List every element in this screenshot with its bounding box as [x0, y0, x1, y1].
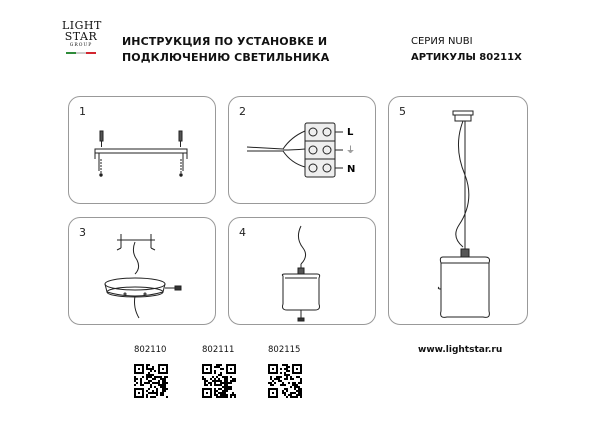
title-line-2: ПОДКЛЮЧЕНИЮ СВЕТИЛЬНИКА: [122, 51, 330, 64]
step-2-panel: [228, 96, 376, 204]
document-title: [122, 34, 329, 66]
article-numbers: АРТИКУЛЫ 80211X: [411, 52, 522, 63]
shade-assembly-illustration: [229, 218, 377, 326]
qr-code-icon[interactable]: [268, 364, 302, 398]
brand-logo: [62, 20, 100, 54]
code-802115: 802115: [268, 345, 301, 355]
terminal-label-n: N: [347, 164, 356, 175]
code-802110: 802110: [134, 345, 167, 355]
italian-flag-icon: [66, 52, 96, 54]
title-line-1: ИНСТРУКЦИЯ ПО УСТАНОВКЕ И: [122, 35, 328, 48]
step-number: 2: [239, 105, 246, 118]
qr-code-icon[interactable]: [202, 364, 236, 398]
step-3-panel: [68, 217, 216, 325]
ground-icon: ⏚: [346, 146, 356, 156]
terminal-block-illustration: [229, 97, 377, 205]
step-number: 3: [79, 226, 86, 239]
logo-line-3: GROUP: [69, 43, 93, 48]
mounting-bracket-illustration: [69, 97, 217, 205]
logo-line-2: STAR: [64, 30, 98, 43]
step-number: 5: [399, 105, 406, 118]
logo-line-1: LIGHT: [62, 19, 102, 32]
series-info: [411, 34, 522, 66]
step-5-panel: [388, 96, 528, 325]
canopy-mounting-illustration: [69, 218, 217, 326]
qr-code-icon[interactable]: [134, 364, 168, 398]
installed-fixture-illustration: [389, 97, 529, 326]
step-4-panel: [228, 217, 376, 325]
website-link[interactable]: www.lightstar.ru: [418, 345, 503, 355]
code-802111: 802111: [202, 345, 235, 355]
step-number: 1: [79, 105, 86, 118]
terminal-label-l: L: [347, 127, 354, 138]
step-1-panel: [68, 96, 216, 204]
series-name: СЕРИЯ NUBI: [411, 36, 473, 47]
step-number: 4: [239, 226, 246, 239]
